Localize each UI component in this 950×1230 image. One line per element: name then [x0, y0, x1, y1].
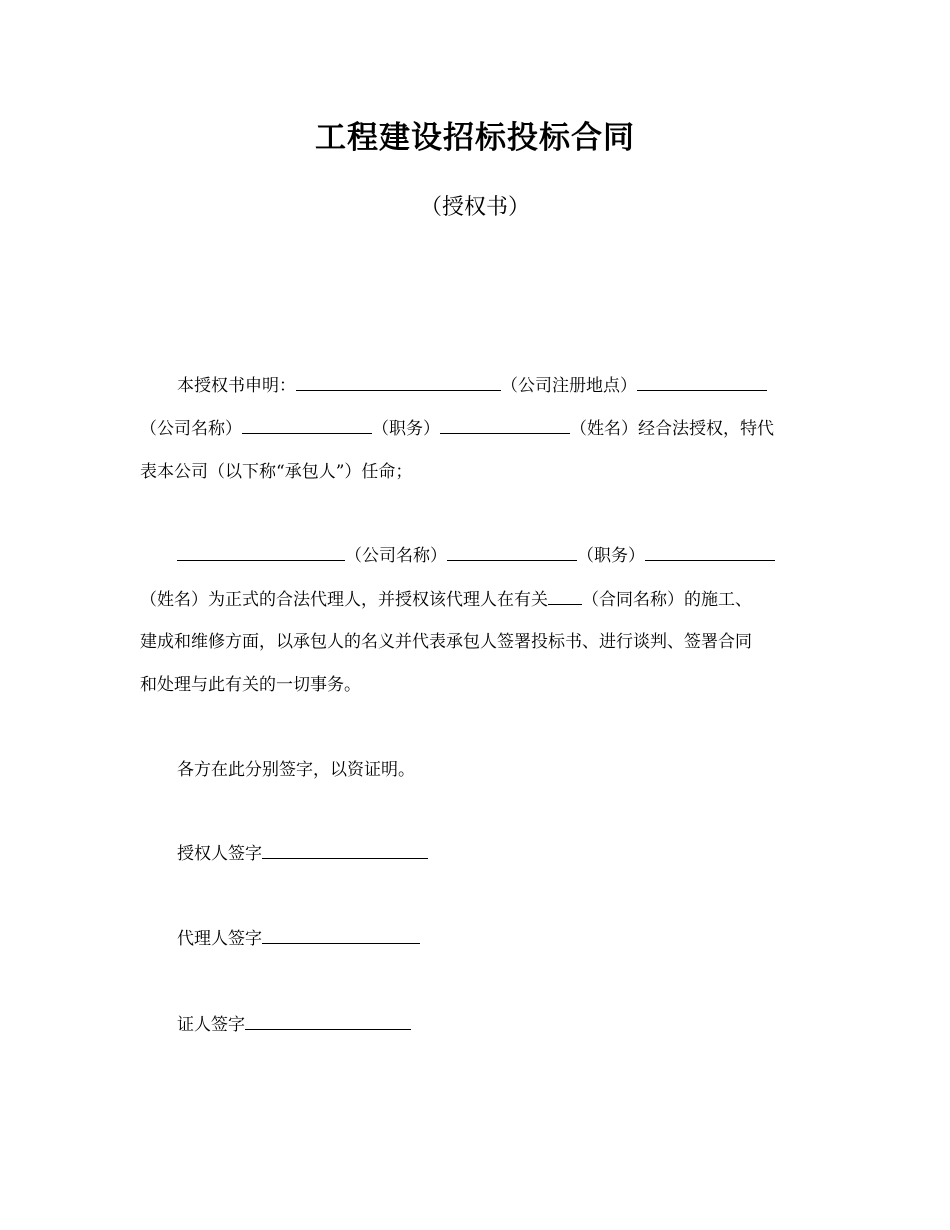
para2-line4: 和处理与此有关的一切事务。 — [140, 675, 361, 695]
blank-agent-position — [447, 544, 577, 561]
blank-agent-name — [645, 544, 775, 561]
blank-name — [440, 417, 570, 434]
signature-witness — [177, 1013, 817, 1037]
blank-company-name — [637, 374, 767, 391]
para1-line1-prefix: 本授权书申明： — [177, 376, 296, 396]
agent-position-label: （职务） — [577, 546, 645, 566]
blank-position — [242, 417, 372, 434]
company-name-label: （公司名称） — [140, 419, 242, 439]
blank-agent-signature — [262, 927, 420, 944]
signature-agent — [177, 927, 817, 951]
registration-address-label: （公司注册地点） — [501, 376, 637, 396]
para1-line1 — [177, 374, 817, 398]
para1-line2 — [140, 417, 812, 441]
blank-contract-name — [548, 588, 582, 605]
blank-authorizer-signature — [262, 842, 428, 859]
para2-line2-suffix: （合同名称）的施工、 — [582, 590, 752, 610]
para2-line2-prefix: （姓名）为正式的合法代理人，并授权该代理人在有关 — [140, 590, 548, 610]
blank-agent-company — [177, 544, 345, 561]
para2-line1 — [177, 544, 817, 568]
para1-line3: 表本公司（以下称“承包人”）任命； — [140, 462, 413, 482]
blank-registration-address — [296, 374, 501, 391]
document-subtitle: （授权书） — [419, 195, 530, 220]
blank-witness-signature — [245, 1013, 411, 1030]
signature-agent-label: 代理人签字 — [177, 929, 262, 949]
agent-company-label: （公司名称） — [345, 546, 447, 566]
signature-authorizer — [177, 842, 817, 866]
para3-line1: 各方在此分别签字，以资证明。 — [177, 760, 415, 780]
signature-authorizer-label: 授权人签字 — [177, 844, 262, 864]
para2-line3: 建成和维修方面，以承包人的名义并代表承包人签署投标书、进行谈判、签署合同 — [140, 632, 752, 652]
signature-witness-label: 证人签字 — [177, 1015, 245, 1035]
document-title: 工程建设招标投标合同 — [315, 120, 635, 156]
name-label: （姓名）经合法授权，特代 — [570, 419, 774, 439]
para2-line2 — [140, 588, 812, 612]
position-label: （职务） — [372, 419, 440, 439]
